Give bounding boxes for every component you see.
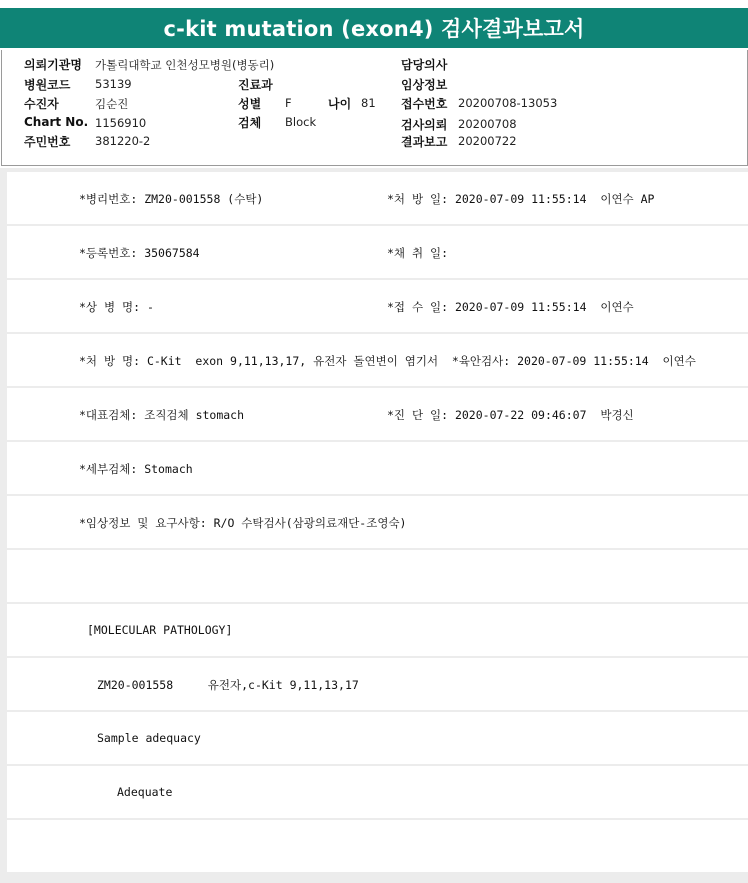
receipt-date: *접 수 일: 2020-07-09 11:55:14 이연수: [387, 300, 634, 314]
report-body: [0, 168, 748, 883]
request-date-label: 검사의뢰: [401, 118, 448, 132]
report-row: [7, 172, 748, 224]
report-title: c-kit mutation (exon4) 검사결과보고서: [0, 8, 748, 48]
age-label: 나이: [328, 97, 352, 111]
institution-value: 가톨릭대학교 인천성모병원(병동리): [95, 58, 275, 72]
registration-number: *등록번호: 35067584: [79, 246, 200, 260]
prescription-date: *처 방 일: 2020-07-09 11:55:14 이연수 AP: [387, 192, 655, 206]
report-row: [7, 388, 748, 440]
report-row: [7, 550, 748, 602]
institution-label: 의뢰기관명: [24, 58, 82, 72]
report-row: [7, 442, 748, 494]
clinical-requirements: *임상정보 및 요구사항: R/O 수탁검사(삼광의료재단-조영숙): [79, 516, 407, 530]
specimen-label: 검체: [238, 116, 262, 130]
representative-specimen: *대표검체: 조직검체 stomach: [79, 408, 245, 422]
department-label: 진료과: [238, 78, 273, 92]
prescription-name: *처 방 명: C-Kit exon 9,11,13,17, 유전자 돌연변이 염기서 *육안검사: 2020-07-09 11:55:14 이연수: [79, 354, 696, 368]
collection-date: *채 취 일:: [387, 246, 449, 260]
report-row: [7, 334, 748, 386]
request-date-value: 20200708: [458, 117, 517, 131]
hospital-code-value: 53139: [95, 77, 132, 91]
sex-value: F: [285, 96, 292, 110]
report-date-label: 결과보고: [401, 135, 448, 149]
report-row: [7, 658, 748, 710]
report-row: [7, 766, 748, 818]
specimen-value: Block: [285, 115, 317, 129]
patient-value: 김순진: [95, 97, 129, 111]
resident-number-label: 주민번호: [24, 135, 71, 149]
report-row: [7, 604, 748, 656]
receipt-number-label: 접수번호: [401, 97, 448, 111]
clinical-info-label: 임상정보: [401, 78, 448, 92]
disease-name: *상 병 명: -: [79, 300, 154, 314]
report-row: [7, 496, 748, 548]
sample-adequacy-value: Adequate: [117, 785, 173, 799]
report-row: [7, 712, 748, 764]
sample-adequacy-label: Sample adequacy: [97, 731, 201, 745]
report-date-value: 20200722: [458, 134, 517, 148]
report-row: [7, 820, 748, 872]
hospital-code-label: 병원코드: [24, 78, 71, 92]
section-heading: [MOLECULAR PATHOLOGY]: [87, 623, 233, 637]
doctor-label: 담당의사: [401, 58, 448, 72]
sex-label: 성별: [238, 97, 262, 111]
chart-no-label: Chart No.: [24, 115, 89, 129]
pathology-number: *병리번호: ZM20-001558 (수탁): [79, 192, 264, 206]
report-header: [1, 50, 748, 166]
report-row: [7, 226, 748, 278]
detailed-specimen: *세부검체: Stomach: [79, 462, 193, 476]
patient-label: 수진자: [24, 97, 59, 111]
resident-number-value: 381220-2: [95, 134, 151, 148]
diagnosis-date: *진 단 일: 2020-07-22 09:46:07 박경신: [387, 408, 634, 422]
test-line: ZM20-001558 유전자,c-Kit 9,11,13,17: [97, 678, 359, 692]
chart-no-value: 1156910: [95, 116, 147, 130]
report-row: [7, 280, 748, 332]
age-value: 81: [361, 96, 376, 110]
receipt-number-value: 20200708-13053: [458, 96, 558, 110]
